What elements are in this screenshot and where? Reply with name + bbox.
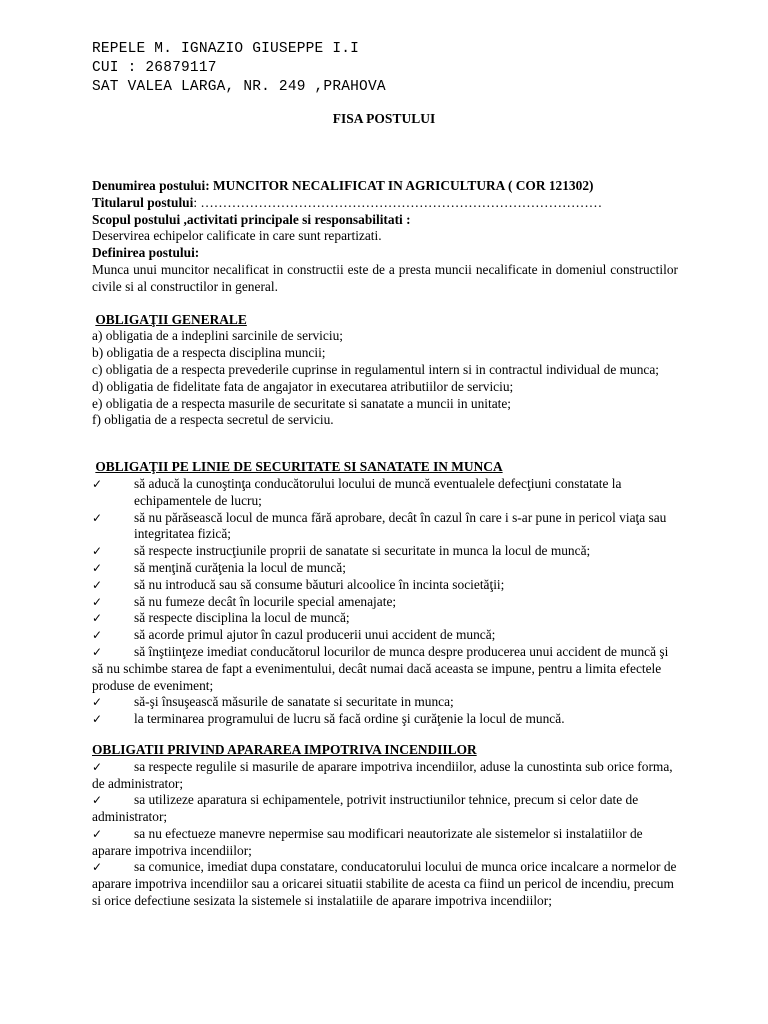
job-title-value: MUNCITOR NECALIFICAT IN AGRICULTURA ( COR 121302) (213, 178, 594, 193)
company-header (92, 40, 386, 97)
general-obligation-item: e) obligatia de a respecta masurile de securitate si sanatate a muncii in unitate; (92, 395, 512, 411)
ssm-obligation-item (92, 610, 678, 627)
ssm-obligation-text: să nu introducă sau să consume băuturi alcoolice în incinta societăţii; (134, 576, 505, 592)
general-obligations-heading-text: OBLIGAŢII GENERALE (95, 311, 247, 327)
document-title: FISA POSTULUI (332, 111, 436, 126)
general-obligation-item: c) obligatia de a respecta prevederile cuprinse in regulamentul intern si in contractul individual de munca; (92, 361, 660, 377)
ssm-obligation-item (92, 711, 678, 728)
fire-obligation-text: sa respecte regulile si masurile de aparare impotriva incendiilor, aduse la cunostinta sub orice forma, de administrator; (92, 758, 673, 791)
ssm-obligation-text: să menţină curăţenia la locul de muncă; (134, 559, 346, 575)
document-body (92, 178, 678, 910)
check-icon: ✓ (92, 712, 103, 727)
check-icon: ✓ (92, 695, 103, 710)
scope-text: Deservirea echipelor calificate in care sunt repartizati. (92, 228, 382, 244)
ssm-obligation-item (92, 694, 678, 711)
ssm-obligation-text: să respecte disciplina la locul de muncă; (134, 610, 350, 626)
check-icon: ✓ (92, 860, 103, 875)
ssm-obligation-item (92, 644, 678, 694)
definition-label: Definirea postului: (92, 245, 200, 261)
general-obligation-item: d) obligatia de fidelitate fata de angajator in executarea atributiilor de serviciu; (92, 378, 514, 394)
company-name: REPELE M. IGNAZIO GIUSEPPE I.I (92, 41, 360, 57)
job-title-label: Denumirea postului: (92, 178, 210, 193)
fire-obligations-list (92, 759, 678, 910)
check-icon: ✓ (92, 510, 103, 525)
check-icon: ✓ (92, 476, 103, 491)
ssm-obligation-item (92, 476, 678, 510)
fire-obligation-item (92, 792, 678, 826)
ssm-obligations-heading (92, 459, 678, 476)
check-icon: ✓ (92, 793, 103, 808)
fire-obligations-heading (92, 742, 678, 759)
check-icon: ✓ (92, 644, 103, 659)
fire-obligation-item (92, 826, 678, 860)
check-icon: ✓ (92, 577, 103, 592)
fire-obligations-heading-text: OBLIGATII PRIVIND APARAREA IMPOTRIVA INCENDIILOR (92, 741, 477, 757)
ssm-obligation-item (92, 560, 678, 577)
ssm-obligation-item (92, 543, 678, 560)
ssm-obligation-text: să acorde primul ajutor în cazul producerii unui accident de muncă; (134, 627, 496, 643)
ssm-obligation-text: să aducă la cunoştinţa conducătorului locului de muncă eventualele defecţiuni constatate la echipamentele de lucru; (134, 475, 622, 508)
ssm-obligation-text: să nu părăsească locul de munca fără aprobare, decât în cazul în care i s-ar pune in pericol viaţa sau integritatea fizică; (134, 509, 667, 542)
general-obligations-list (92, 328, 678, 429)
job-title-row (92, 178, 678, 195)
ssm-obligation-text: să respecte instrucţiunile proprii de sanatate si securitate in munca la locul de muncă; (134, 543, 591, 559)
ssm-obligation-text: să nu fumeze decât în locurile special amenajate; (134, 593, 397, 609)
definition-text: Munca unui muncitor necalificat in constructii este de a presta muncii necalificate in domeniul constructilor civile si al constructilor in general. (92, 261, 678, 294)
ssm-obligation-item (92, 510, 678, 544)
ssm-obligation-item (92, 594, 678, 611)
ssm-obligation-item (92, 627, 678, 644)
holder-value: : ……………………………………………………………………………… (193, 194, 603, 210)
holder-row (92, 195, 678, 212)
check-icon: ✓ (92, 628, 103, 643)
fire-obligation-text: sa comunice, imediat dupa constatare, conducatorului locului de munca orice incalcare a normelor de aparare impotriva incendiilor sau a oricarei situatii stabilite de acesta ca fiind un pericol de incendiu, precum si orice defectiune sesizata la sistemele si instalatiile de aparare impotriva incendiilor; (92, 859, 677, 909)
general-obligation-item: a) obligatia de a indeplini sarcinile de serviciu; (92, 328, 343, 344)
general-obligation-item: b) obligatia de a respecta disciplina muncii; (92, 345, 326, 361)
fire-obligation-item (92, 859, 678, 909)
check-icon: ✓ (92, 611, 103, 626)
fire-obligation-text: sa nu efectueze manevre nepermise sau modificari neautorizate ale sistemelor si instalatiilor de aparare impotriva incendiilor; (92, 825, 643, 858)
ssm-obligation-text: să-şi însuşească măsurile de sanatate si securitate in munca; (134, 694, 454, 710)
check-icon: ✓ (92, 826, 103, 841)
general-obligation-item: f) obligatia de a respecta secretul de serviciu. (92, 412, 334, 428)
check-icon: ✓ (92, 759, 103, 774)
ssm-obligations-list (92, 476, 678, 728)
ssm-obligation-text: să înştiinţeze imediat conducătorul locurilor de munca despre producerea unui accident de muncă şi să nu schimbe starea de fapt a evenimentului, decât numai dacă aceasta se impune, pentru a limita efectele produse de eveniment; (92, 643, 669, 693)
check-icon: ✓ (92, 560, 103, 575)
ssm-obligation-item (92, 577, 678, 594)
fire-obligation-item (92, 759, 678, 793)
fire-obligation-text: sa utilizeze aparatura si echipamentele, potrivit instructiunilor tehnice, precum si celor date de administrator; (92, 792, 639, 825)
holder-label: Titularul postului (92, 194, 194, 210)
check-icon: ✓ (92, 594, 103, 609)
check-icon: ✓ (92, 544, 103, 559)
ssm-obligation-text: la terminarea programului de lucru să facă ordine şi curăţenie la locul de muncă. (134, 711, 565, 727)
company-address: SAT VALEA LARGA, NR. 249 ,PRAHOVA (92, 79, 386, 95)
company-cui: CUI : 26879117 (92, 60, 217, 76)
scope-label: Scopul postului ,activitati principale si responsabilitati : (92, 211, 411, 227)
ssm-obligations-heading-text: OBLIGAŢII PE LINIE DE SECURITATE SI SANATATE IN MUNCA (95, 459, 503, 475)
general-obligations-heading (92, 312, 678, 329)
